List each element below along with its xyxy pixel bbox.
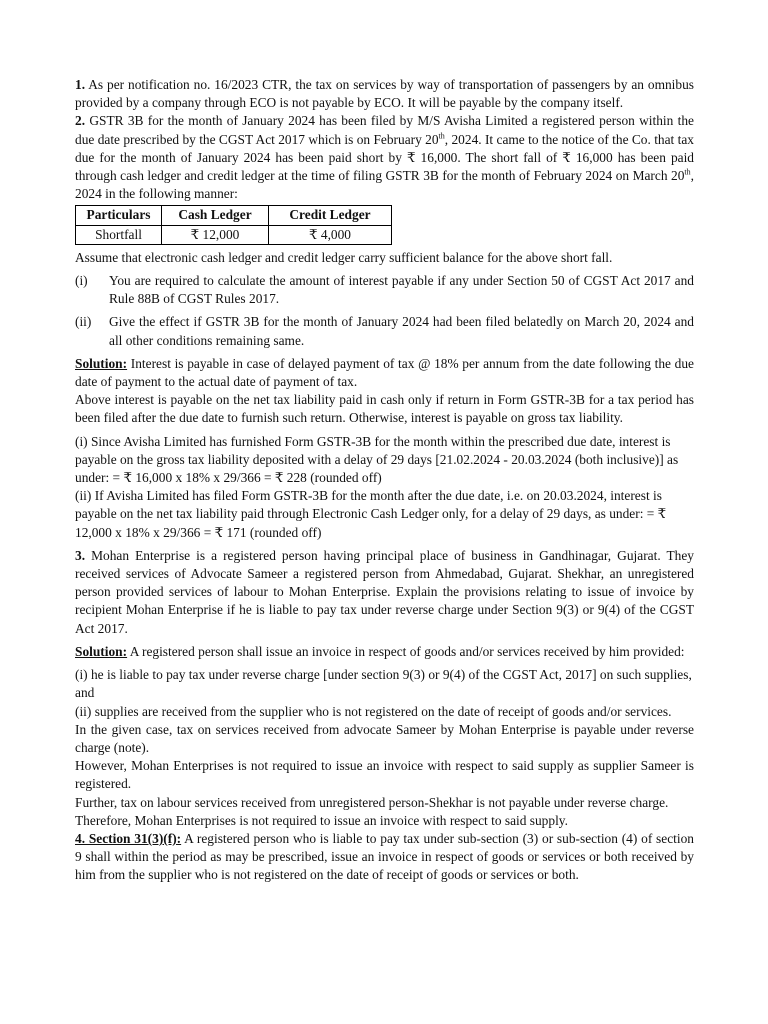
section-text: A registered person who is liable to pay tax under sub-section (3) or sub-section (4) of section 9 shall within the period as may be prescribed, issue an invoice in respect of goods or services or both received by him from the supplier who is not registered on the date of receipt of goods or services or both. xyxy=(75,830,694,883)
list-item-number: (i) xyxy=(75,273,88,289)
solution-paragraph: (i) he is liable to pay tax under reverse charge [under section 9(3) or 9(4) of the CGST Act, 2017] on such supplies, and xyxy=(75,667,692,701)
question-3 xyxy=(75,547,694,638)
list-item xyxy=(75,272,694,308)
question-2 xyxy=(75,112,694,203)
superscript: th xyxy=(684,167,691,177)
shortfall-table xyxy=(75,205,392,244)
solution-label: Solution: xyxy=(75,643,128,659)
table-cell: ₹ 12,000 xyxy=(162,225,269,244)
section-31-3-f xyxy=(75,830,694,885)
list-item-text: Give the effect if GSTR 3B for the month of January 2024 had been filed belatedly on March 20, 2024 and all other conditions remaining same. xyxy=(109,314,694,348)
question-text: Mohan Enterprise is a registered person having principal place of business in Gandhinagar, Gujarat. They received services of Advocate Sameer a registered person from Ahmedabad, Gujarat. Shekhar, an unregistered person provided services of labour to Mohan Enterprise. Explain the provisions relating to issue of invoice by recipient Mohan Enterprise if he is liable to pay tax under reverse charge under Section 9(3) or 9(4) of the CGST Act 2017. xyxy=(75,547,694,636)
solution-text: Interest is payable in case of delayed payment of tax @ 18% per annum from the date following the due date of payment to the actual date of payment of tax. xyxy=(75,355,694,390)
solution-paragraph: (ii) If Avisha Limited has filed Form GSTR-3B for the month after the due date, i.e. on 20.03.2024, interest is payable on the net tax liability paid through Electronic Cash Ledger only, for a delay of 29 days, as under: = ₹ 12,000 x 18% x 29/366 = ₹ 171 (rounded off) xyxy=(75,488,667,540)
table-cell: ₹ 4,000 xyxy=(269,225,392,244)
list-item-text: You are required to calculate the amount of interest payable if any under Section 50 of CGST Act 2017 and Rule 88B of CGST Rules 2017. xyxy=(109,273,694,307)
superscript: th xyxy=(438,131,445,141)
question-text: GSTR 3B for the month of January 2024 has been filed by M/S Avisha Limited a registered person within the due date prescribed by the CGST Act 2017 which is on February 20 xyxy=(75,113,694,147)
table-header: Cash Ledger xyxy=(162,206,269,225)
solution-2 xyxy=(75,355,694,391)
solution-paragraph: In the given case, tax on services received from advocate Sameer by Mohan Enterprise is payable under reverse charge (note). xyxy=(75,721,694,755)
assumption-text: Assume that electronic cash ledger and credit ledger carry sufficient balance for the above short fall. xyxy=(75,249,613,265)
question-number: 1. xyxy=(75,77,86,92)
table-header: Credit Ledger xyxy=(269,206,392,225)
solution-paragraph: Further, tax on labour services received from unregistered person-Shekhar is not payable under reverse charge. xyxy=(75,794,669,810)
question-number: 3. xyxy=(75,547,86,563)
section-label: 4. Section 31(3)(f): xyxy=(75,830,182,846)
table-row xyxy=(76,225,392,244)
solution-text: A registered person shall issue an invoice in respect of goods and/or services received by him provided: xyxy=(127,643,685,659)
solution-label: Solution: xyxy=(75,355,128,371)
question-text: , 2024 in the following manner: xyxy=(75,168,694,202)
solution-paragraph: (i) Since Avisha Limited has furnished Form GSTR-3B for the month within the prescribed due date, interest is payable on the gross tax liability deposited with a delay of 29 days [21.02.2024 - 20.03.2024 (both inclusive)] as under: = ₹ 16,000 x 18% x 29/366 = ₹ 228 (rounded off) xyxy=(75,433,679,486)
question-text: , 2024. It came to the notice of the Co. that tax due for the month of January 2024 has been paid short by ₹ 16,000. The short fall of ₹ 16,000 has been paid through cash ledger and credit ledger at the time of filing GSTR 3B for the month of February 2024 on March 20 xyxy=(75,131,694,184)
document-page xyxy=(75,76,694,885)
table-header-row xyxy=(76,206,392,225)
solution-paragraph: (ii) supplies are received from the supplier who is not registered on the date of receipt of goods and/or services. xyxy=(75,703,672,719)
question-number: 2. xyxy=(75,113,86,129)
question-text: As per notification no. 16/2023 CTR, the tax on services by way of transportation of passengers by an omnibus provided by a company through ECO is not payable by ECO. It will be payable by the company itself. xyxy=(75,77,694,111)
solution-paragraph: However, Mohan Enterprises is not required to issue an invoice with respect to said supply as supplier Sameer is registered. xyxy=(75,758,694,792)
solution-paragraph: Therefore, Mohan Enterprises is not required to issue an invoice with respect to said supply. xyxy=(75,812,568,828)
list-item-number: (ii) xyxy=(75,314,92,330)
list-item xyxy=(75,313,694,349)
table-cell: Shortfall xyxy=(76,225,162,244)
solution-paragraph: Above interest is payable on the net tax liability paid in cash only if return in Form GSTR-3B for a tax period has been filed after the due date to furnish such return. Otherwise, interest is payable on gross tax liability. xyxy=(75,392,694,426)
question-1 xyxy=(75,76,694,112)
solution-3 xyxy=(75,643,694,661)
table-header: Particulars xyxy=(76,206,162,225)
